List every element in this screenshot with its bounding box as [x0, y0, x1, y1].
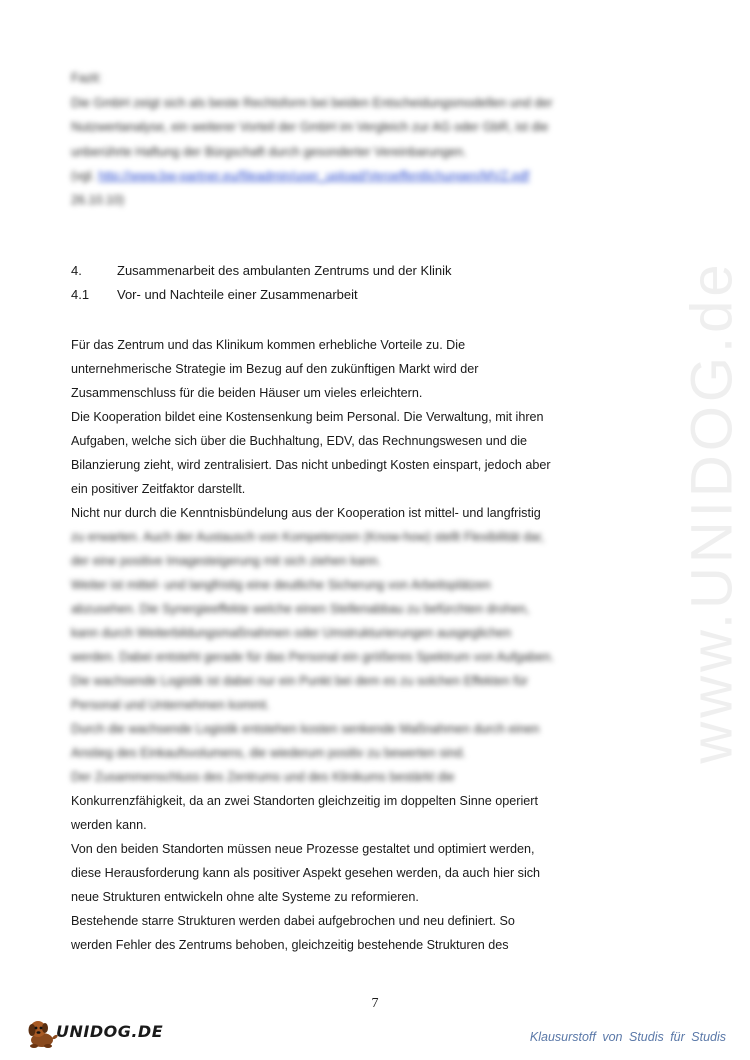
fazit-line: unberührte Haftung der Bürgschaft durch gesonderter Vereinbarungen.: [71, 145, 467, 159]
blurred-line: Weiter ist mittel- und langfristig eine deutliche Sicherung von Arbeitsplätzen: [71, 578, 491, 592]
body-line: werden Fehler des Zentrums behoben, gleichzeitig bestehende Strukturen des: [71, 938, 509, 952]
blurred-line: Der Zusammenschluss des Zentrums und des Klinikums bestärkt die: [71, 770, 455, 784]
body-line: neue Strukturen entwickeln ohne alte Systeme zu reformieren.: [71, 890, 419, 904]
blurred-line: Die wachsende Logistik ist dabei nur ein Punkt bei dem es zu solchen Effekten für: [71, 674, 528, 688]
blurred-line: Personal und Unternehmen kommt.: [71, 698, 270, 712]
blurred-line: kann durch Weiterbildungsmaßnahmen oder Umstrukturierungen ausgeglichen: [71, 626, 512, 640]
fazit-label: Fazit:: [71, 71, 102, 85]
blurred-line: Anstieg des Einkaufsvolumens, die wiederum positiv zu bewerten sind.: [71, 746, 466, 760]
blurred-line: Durch die wachsende Logistik entstehen kosten senkende Maßnahmen durch einen: [71, 722, 540, 736]
body-line: Bestehende starre Strukturen werden dabei aufgebrochen und neu definiert. So: [71, 914, 515, 928]
page-number: 7: [371, 996, 379, 1011]
fazit-line: Die GmbH zeigt sich als beste Rechtsform bei beiden Entscheidungsmodellen und der: [71, 96, 553, 110]
body-line: Bilanzierung zieht, wird zentralisiert. Das nicht unbedingt Kosten einspart, jedoch aber: [71, 458, 551, 472]
section-heading: [71, 263, 452, 279]
body-line: Zusammenschluss für die beiden Häuser um vieles erleichtern.: [71, 386, 423, 400]
section-number: 4.: [71, 263, 82, 278]
blurred-line: der eine positive Imagesteigerung mit sich ziehen kann.: [71, 554, 382, 568]
subsection-heading: [71, 287, 358, 303]
blurred-line: abzusehen. Die Synergieeffekte welche einen Stellenabbau zu befürchten drohen,: [71, 602, 530, 616]
body-line: diese Herausforderung kann als positiver Aspekt gesehen werden, da auch hier sich: [71, 866, 541, 880]
body-line: werden kann.: [71, 818, 147, 832]
footer-slogan: Klausurstoff von Studis für Studis: [529, 1030, 726, 1044]
body-line: Nicht nur durch die Kenntnisbündelung aus der Kooperation ist mittel- und langfristig: [71, 506, 541, 520]
body-line: ein positiver Zeitfaktor darstellt.: [71, 482, 246, 496]
body-line: Konkurrenzfähigkeit, da an zwei Standorten gleichzeitig im doppelten Sinne operiert: [71, 794, 538, 808]
body-line: Aufgaben, welche sich über die Buchhaltung, EDV, das Rechnungswesen und die: [71, 434, 528, 448]
section-title: Zusammenarbeit des ambulanten Zentrums und der Klinik: [117, 263, 452, 278]
subsection-number: 4.1: [71, 287, 90, 302]
watermark: www.UNIDOG.de: [679, 260, 745, 764]
fazit-reference: [71, 168, 529, 184]
logo-text: UNIDOG.DE: [56, 1022, 164, 1041]
subsection-title: Vor- und Nachteile einer Zusammenarbeit: [117, 287, 358, 302]
body-line: Von den beiden Standorten müssen neue Prozesse gestaltet und optimiert werden,: [71, 842, 535, 856]
blurred-line: zu erwarten. Auch der Austausch von Kompetenzen (Know-how) stellt Flexibilität dar,: [71, 530, 545, 544]
reference-date: 26.10.10): [71, 193, 125, 207]
reference-link[interactable]: http://www.bw-partner.eu/fileadmin/user_upload/Veroeffentlichungen/MVZ.pdf: [98, 169, 530, 183]
reference-prefix: (vgl.: [71, 169, 99, 183]
fazit-line: Nutzwertanalyse, ein weiterer Vorteil der GmbH im Vergleich zur AG oder GbR, ist die: [71, 120, 549, 134]
blurred-line: werden. Dabei entsteht gerade für das Personal ein größeres Spektrum von Aufgaben.: [71, 650, 555, 664]
body-line: Für das Zentrum und das Klinikum kommen erhebliche Vorteile zu. Die: [71, 338, 466, 352]
body-line: Die Kooperation bildet eine Kostensenkung beim Personal. Die Verwaltung, mit ihren: [71, 410, 544, 424]
body-line: unternehmerische Strategie im Bezug auf den zukünftigen Markt wird der: [71, 362, 479, 376]
